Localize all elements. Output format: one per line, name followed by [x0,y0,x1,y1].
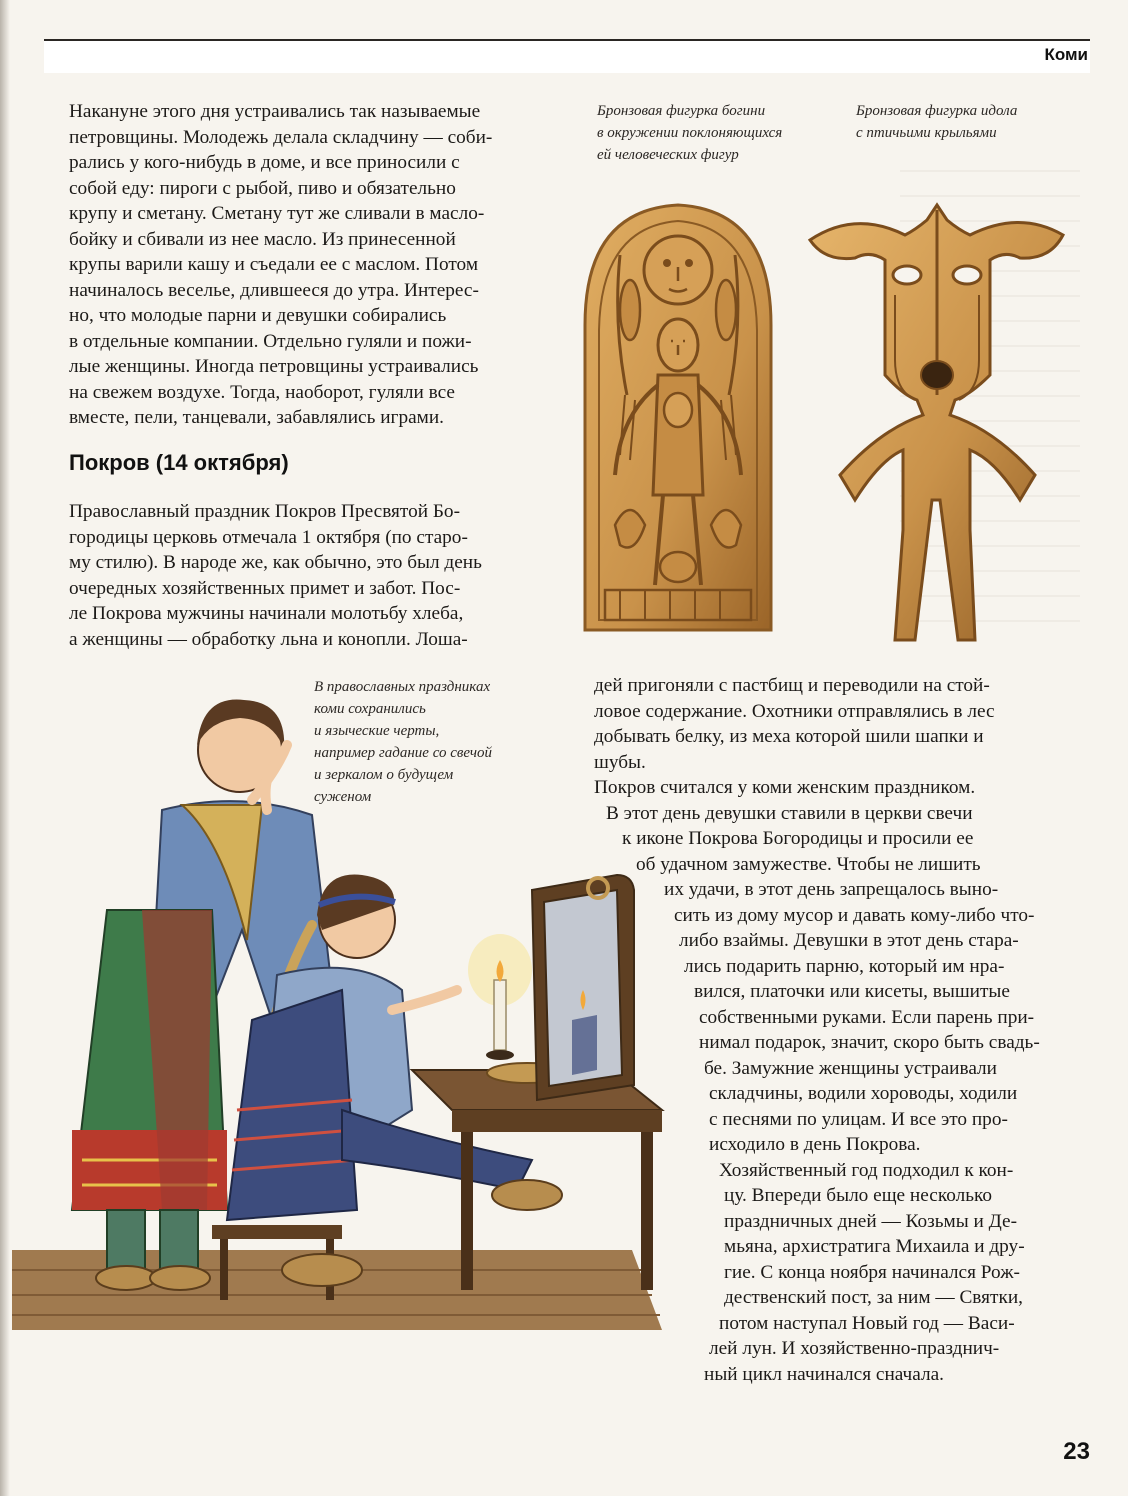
text-line: их удачи, в этот день запрещалось выно- [664,879,999,900]
text-line: начиналось веселье, длившееся до утра. Интерес- [69,279,479,301]
text-line: например гадание со свечой [314,745,493,761]
text-line: очередных хозяйственных примет и забот. Пос- [69,577,461,599]
section-heading: Покров (14 октября) [69,450,289,475]
text-line: Бронзовая фигурка идола [856,103,1018,119]
running-header [44,39,1090,73]
text-line: дественский пост, за ним — Святки, [724,1287,1023,1308]
text-line: потом наступал Новый год — Васи- [719,1312,1015,1334]
text-line: об удачном замужестве. Чтобы не лишить [636,853,981,875]
text-line: к иконе Покрова Богородицы и просили ее [622,828,974,849]
text-line: и зеркалом о будущем [314,767,454,783]
caption-goddess [597,100,847,166]
text-line: либо взаймы. Девушки в этот день стара- [679,930,1019,951]
pokrov-paragraph-left [69,499,541,652]
text-line: с песнями по улицам. И все это про- [709,1108,1008,1130]
text-line: му стилю). В народе же, как обычно, это был день [69,552,482,573]
text-line: добывать белку, из меха которой шили шапки и [594,726,984,747]
page-number: 23 [1063,1438,1090,1465]
text-line: но, что молодые парни и девушки собирались [69,305,447,326]
text-line: Покров считался у коми женским праздником. [594,777,976,798]
intro-paragraph [69,99,541,431]
text-line: бе. Замужние женщины устраивали [704,1057,997,1079]
text-line: нимал подарок, значит, скоро быть свадь- [699,1032,1040,1053]
text-line: лей лун. И хозяйственно-празднич- [709,1338,1000,1359]
text-line: и языческие черты, [314,723,440,739]
text-line: В этот день девушки ставили в церкви свечи [606,802,973,824]
text-line: суженом [314,789,372,805]
text-line: Накануне этого дня устраивались так называемые [69,101,481,122]
text-line: крупу и сметану. Сметану тут же сливали в масло- [69,203,485,224]
bronze-goddess-figure [575,195,781,645]
text-line: в окружении поклоняющихся [597,125,783,141]
text-line: ловое содержание. Охотники отправлялись в лес [594,700,995,722]
text-line: вился, платочки или кисеты, вышитые [694,981,1010,1002]
text-line: городицы церковь отмечала 1 октября (по старо- [69,526,468,548]
text-line: коми сохранились [314,701,426,717]
caption-idol [856,100,1086,144]
text-line: исходило в день Покрова. [709,1134,921,1155]
page-edge [0,0,10,1496]
text-line: Православный праздник Покров Пресвятой Бо- [69,501,460,522]
text-line: собственными руками. Если парень при- [699,1006,1035,1028]
section-name: Коми [1044,45,1088,64]
text-line: В православных праздниках [314,679,491,695]
text-line: дей пригоняли с пастбищ и переводили на стой- [594,675,990,696]
text-line: лись подарить парню, который им нра- [684,955,1005,977]
text-line: крупы варили кашу и съедали ее с маслом. Потом [69,254,479,275]
text-line: петровщины. Молодежь делала складчину — соби- [69,126,493,148]
bronze-idol-figure [795,200,1095,655]
girls-fortune-telling-illustration [12,690,672,1330]
text-line: ей человеческих фигур [597,147,739,163]
text-line: лые женщины. Иногда петровщины устраивались [69,356,479,377]
text-line: гие. С конца ноября начинался Рож- [724,1261,1020,1283]
text-line: складчины, водили хороводы, ходили [709,1083,1018,1104]
text-line: бойку и сбивали из нее масло. Из принесенной [69,228,456,250]
text-line: мьяна, архистратига Михаила и дру- [724,1236,1025,1257]
text-line: в отдельные компании. Отдельно гуляли и пожи- [69,330,472,352]
text-line: собой еду: пироги с рыбой, пиво и обязательно [69,177,456,199]
text-line: рались у кого-нибудь в доме, и все приносили с [69,152,460,173]
text-line: Бронзовая фигурка богини [597,103,766,119]
text-line: с птичьими крыльями [856,125,997,141]
text-line: шубы. [594,751,646,773]
text-line: Хозяйственный год подходил к кон- [719,1159,1014,1181]
text-line: сить из дому мусор и давать кому-либо что- [674,904,1035,926]
text-line: праздничных дней — Козьмы и Де- [724,1210,1018,1232]
text-line: на свежем воздухе. Тогда, наоборот, гуляли все [69,381,455,403]
text-line: ле Покрова мужчины начинали молотьбу хлеба, [69,603,464,624]
text-line: а женщины — обработку льна и конопли. Лоша- [69,628,468,650]
text-line: ный цикл начинался сначала. [704,1363,944,1385]
text-line: вместе, пели, танцевали, забавлялись играми. [69,407,444,428]
text-line: цу. Впереди было еще несколько [724,1185,993,1206]
